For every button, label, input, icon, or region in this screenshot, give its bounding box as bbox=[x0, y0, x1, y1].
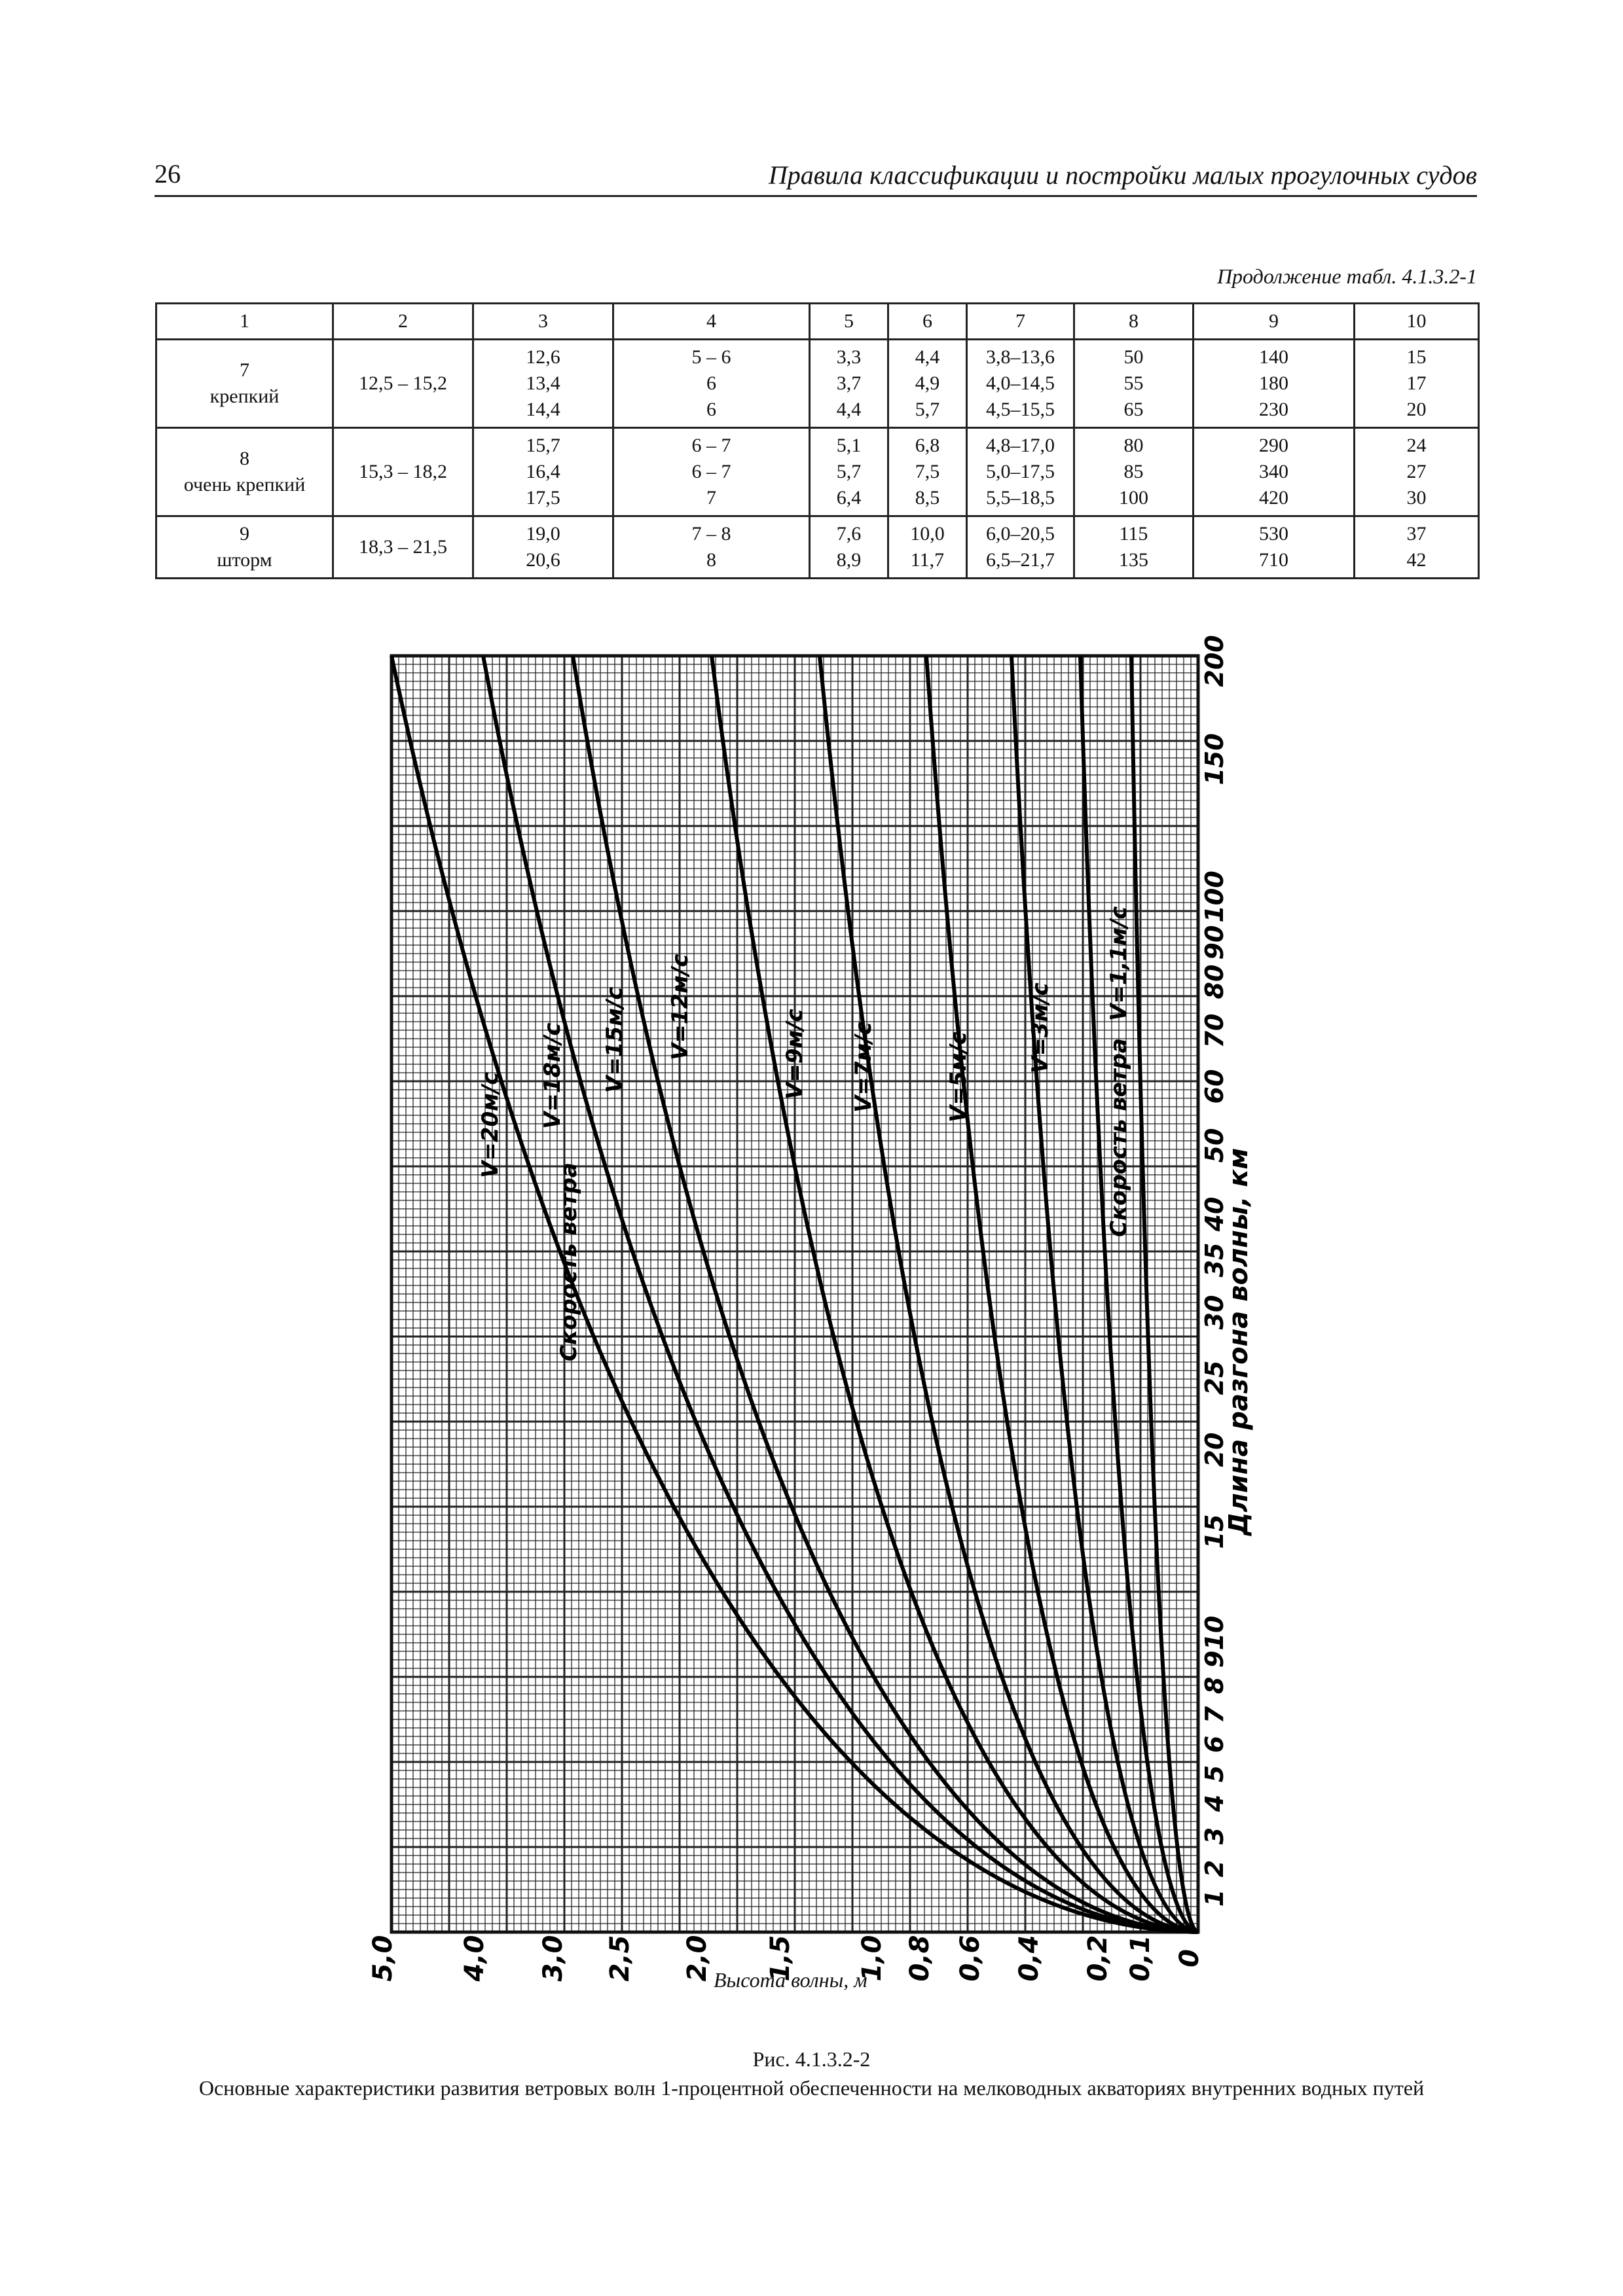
x-tick-label: 0,6 bbox=[955, 1935, 985, 1982]
y-tick-label: 60 bbox=[1200, 1069, 1229, 1104]
page-header bbox=[155, 156, 1477, 197]
table-header-cell: 7 bbox=[967, 304, 1074, 340]
cell-value: 27 bbox=[1406, 461, 1427, 482]
table-row bbox=[156, 340, 1479, 428]
series-label: V=12м/с bbox=[667, 954, 693, 1060]
y-tick-label: 25 bbox=[1200, 1360, 1229, 1395]
cell-value: 85 bbox=[1123, 461, 1144, 482]
wind-speed-cell: 12,5 – 15,2 bbox=[333, 340, 473, 428]
cell-value: 65 bbox=[1123, 399, 1144, 420]
y-tick-label: 4 bbox=[1200, 1794, 1229, 1812]
series-line bbox=[483, 656, 1198, 1932]
table-cell bbox=[967, 340, 1074, 428]
table-cell bbox=[810, 428, 888, 516]
y-tick-label: 20 bbox=[1200, 1432, 1229, 1467]
cell-value: 4,4 bbox=[836, 399, 862, 420]
cell-value: 6,8 bbox=[915, 435, 940, 456]
cell-value: 24 bbox=[1406, 435, 1427, 456]
cell-value: 20,6 bbox=[526, 549, 560, 571]
series-line bbox=[820, 656, 1198, 1932]
y-tick-label: 70 bbox=[1200, 1013, 1229, 1049]
cell-value: 115 bbox=[1119, 523, 1148, 545]
table-cell bbox=[1074, 428, 1194, 516]
y-tick-label: 35 bbox=[1200, 1242, 1229, 1278]
cell-value: 19,0 bbox=[526, 523, 560, 545]
cell-value: 4,0–14,5 bbox=[986, 372, 1055, 394]
plot-frame bbox=[392, 656, 1198, 1932]
y-tick-label: 3 bbox=[1200, 1827, 1229, 1845]
table-cell bbox=[1194, 516, 1355, 579]
cell-value: 7 bbox=[706, 487, 716, 509]
cell-value: 6,5–21,7 bbox=[986, 549, 1055, 571]
cell-value: 710 bbox=[1259, 549, 1288, 571]
y-axis-title: Длина разгона волны, км bbox=[1224, 1147, 1254, 1536]
wind-force-cell bbox=[156, 516, 333, 579]
series-label: V=9м/с bbox=[782, 1009, 808, 1100]
cell-value: 530 bbox=[1259, 523, 1288, 545]
y-tick-label: 50 bbox=[1200, 1128, 1229, 1163]
x-tick-label: 1,5 bbox=[765, 1935, 795, 1982]
y-tick-label: 30 bbox=[1200, 1295, 1229, 1330]
cell-value: 5,7 bbox=[836, 461, 862, 482]
cell-value: 3,3 bbox=[836, 346, 862, 368]
cell-value: 6 bbox=[706, 372, 716, 394]
x-tick-label: 1,0 bbox=[857, 1935, 887, 1982]
series-line bbox=[1012, 656, 1198, 1932]
x-tick-label: 0,1 bbox=[1125, 1935, 1156, 1982]
table-cell bbox=[613, 428, 810, 516]
cell-value: 80 bbox=[1123, 435, 1144, 456]
cell-value: 8,9 bbox=[836, 549, 862, 571]
series-line bbox=[392, 656, 1198, 1932]
y-tick-label: 10 bbox=[1200, 1615, 1229, 1651]
series-label: V=20м/с bbox=[477, 1071, 503, 1178]
wind-force-cell bbox=[156, 428, 333, 516]
table-cell bbox=[473, 340, 613, 428]
cell-value: 340 bbox=[1259, 461, 1288, 482]
wind-force-cell bbox=[156, 340, 333, 428]
table-cell bbox=[1355, 516, 1479, 579]
table-cell bbox=[888, 340, 967, 428]
cell-value: 7 – 8 bbox=[691, 523, 731, 545]
series-group-label: Скорость ветра bbox=[1106, 1038, 1132, 1237]
table-cell bbox=[888, 516, 967, 579]
cell-value: 37 bbox=[1406, 523, 1427, 545]
cell-value: 12,6 bbox=[526, 346, 560, 368]
series-line bbox=[712, 656, 1198, 1932]
cell-value: 6,0–20,5 bbox=[986, 523, 1055, 545]
series-label: V=3м/с bbox=[1027, 982, 1053, 1073]
cell-value: 11,7 bbox=[910, 549, 945, 571]
cell-value: 17 bbox=[1406, 372, 1427, 394]
table-header-cell: 9 bbox=[1194, 304, 1355, 340]
page-number: 26 bbox=[155, 159, 181, 188]
series-label: V=7м/с bbox=[850, 1022, 877, 1113]
cell-value: 30 bbox=[1406, 487, 1427, 509]
cell-value: 3,8–13,6 bbox=[986, 346, 1055, 368]
x-tick-label: 2,5 bbox=[605, 1935, 635, 1982]
table-cell bbox=[1355, 428, 1479, 516]
table-cell bbox=[613, 516, 810, 579]
table-cell bbox=[1074, 516, 1194, 579]
wind-speed-cell: 18,3 – 21,5 bbox=[333, 516, 473, 579]
y-tick-label: 15 bbox=[1200, 1514, 1229, 1549]
x-tick-label: 0,2 bbox=[1083, 1935, 1113, 1982]
y-tick-label: 150 bbox=[1200, 733, 1229, 785]
cell-value: 7,6 bbox=[836, 523, 862, 545]
wind-force-number: 7 bbox=[240, 359, 249, 381]
table-header-cell: 4 bbox=[613, 304, 810, 340]
y-tick-label: 9 bbox=[1200, 1650, 1229, 1668]
cell-value: 4,5–15,5 bbox=[986, 399, 1055, 420]
x-tick-label: 4,0 bbox=[460, 1935, 490, 1982]
cell-value: 4,4 bbox=[915, 346, 940, 368]
cell-value: 6,4 bbox=[836, 487, 862, 509]
x-tick-label: 0,4 bbox=[1014, 1935, 1044, 1982]
series-label: V=18м/с bbox=[539, 1022, 566, 1129]
wind-force-number: 8 bbox=[240, 448, 249, 469]
x-tick-label: 0,8 bbox=[905, 1935, 935, 1982]
series-label: V=5м/с bbox=[945, 1031, 972, 1122]
table-cell bbox=[1194, 428, 1355, 516]
cell-value: 17,5 bbox=[526, 487, 560, 509]
cell-value: 13,4 bbox=[526, 372, 560, 394]
cell-value: 7,5 bbox=[915, 461, 940, 482]
cell-value: 15 bbox=[1406, 346, 1427, 368]
wind-force-name: крепкий bbox=[210, 386, 280, 407]
running-title: Правила классификации и постройки малых прогулочных судов bbox=[768, 160, 1477, 190]
table-cell bbox=[613, 340, 810, 428]
wind-force-number: 9 bbox=[240, 523, 249, 545]
cell-value: 5,1 bbox=[836, 435, 862, 456]
x-tick-label: 2,0 bbox=[682, 1935, 712, 1982]
table-header-cell: 6 bbox=[888, 304, 967, 340]
cell-value: 230 bbox=[1259, 399, 1288, 420]
table-header-cell: 10 bbox=[1355, 304, 1479, 340]
y-tick-label: 7 bbox=[1200, 1706, 1229, 1724]
series-label: V=15м/с bbox=[602, 986, 628, 1093]
x-tick-label: 3,0 bbox=[538, 1935, 568, 1982]
series-line bbox=[1131, 656, 1198, 1932]
cell-value: 290 bbox=[1259, 435, 1288, 456]
cell-value: 8,5 bbox=[915, 487, 940, 509]
cell-value: 20 bbox=[1406, 399, 1427, 420]
series-line bbox=[1080, 656, 1198, 1932]
cell-value: 14,4 bbox=[526, 399, 560, 420]
table-cell bbox=[1074, 340, 1194, 428]
cell-value: 6 bbox=[706, 399, 716, 420]
y-tick-label: 2 bbox=[1200, 1859, 1229, 1878]
table-cell bbox=[810, 340, 888, 428]
cell-value: 15,7 bbox=[526, 435, 560, 456]
cell-value: 5,5–18,5 bbox=[986, 487, 1055, 509]
series-group-label: Скорость ветра bbox=[556, 1162, 582, 1361]
cell-value: 140 bbox=[1259, 346, 1288, 368]
cell-value: 4,8–17,0 bbox=[986, 435, 1055, 456]
wind-speed-cell: 15,3 – 18,2 bbox=[333, 428, 473, 516]
y-tick-label: 1 bbox=[1200, 1889, 1229, 1907]
table-caption: Продолжение табл. 4.1.3.2-1 bbox=[1216, 264, 1477, 288]
table-cell bbox=[473, 428, 613, 516]
data-table bbox=[155, 302, 1480, 579]
table-cell bbox=[967, 428, 1074, 516]
table-row bbox=[156, 428, 1479, 516]
table-cell bbox=[888, 428, 967, 516]
cell-value: 6 – 7 bbox=[691, 435, 731, 456]
cell-value: 4,9 bbox=[915, 372, 940, 394]
figure-caption: Основные характеристики развития ветровых волн 1-процентной обеспеченности на мелководных акваториях внутренних водных путей bbox=[198, 2076, 1425, 2100]
cell-value: 135 bbox=[1119, 549, 1148, 571]
cell-value: 10,0 bbox=[910, 523, 945, 545]
table-cell bbox=[473, 516, 613, 579]
y-tick-label: 90 bbox=[1200, 925, 1229, 960]
wind-force-name: очень крепкий bbox=[183, 474, 306, 495]
table-header-cell: 8 bbox=[1074, 304, 1194, 340]
y-tick-label: 40 bbox=[1200, 1196, 1229, 1232]
cell-value: 5,0–17,5 bbox=[986, 461, 1055, 482]
cell-value: 8 bbox=[706, 549, 716, 571]
cell-value: 180 bbox=[1259, 372, 1288, 394]
table-header-cell: 1 bbox=[156, 304, 333, 340]
table-cell bbox=[1355, 340, 1479, 428]
cell-value: 55 bbox=[1123, 372, 1144, 394]
cell-value: 5 – 6 bbox=[691, 346, 731, 368]
table-cell bbox=[810, 516, 888, 579]
cell-value: 16,4 bbox=[526, 461, 560, 482]
cell-value: 42 bbox=[1406, 549, 1427, 571]
y-tick-label: 6 bbox=[1200, 1735, 1229, 1753]
wind-force-name: шторм bbox=[217, 549, 272, 571]
series-line bbox=[926, 656, 1198, 1932]
table-header-row bbox=[156, 304, 1479, 340]
cell-value: 100 bbox=[1119, 487, 1148, 509]
cell-value: 420 bbox=[1259, 487, 1288, 509]
y-tick-label: 80 bbox=[1200, 964, 1229, 999]
figure-number: Рис. 4.1.3.2-2 bbox=[752, 2047, 871, 2071]
cell-value: 3,7 bbox=[836, 372, 862, 394]
x-axis-title: Высота волны, м bbox=[714, 1968, 867, 1992]
table-cell bbox=[1194, 340, 1355, 428]
cell-value: 6 – 7 bbox=[691, 461, 731, 482]
cell-value: 50 bbox=[1123, 346, 1144, 368]
table-header-cell: 3 bbox=[473, 304, 613, 340]
table-cell bbox=[967, 516, 1074, 579]
x-tick-label: 5,0 bbox=[368, 1935, 398, 1982]
y-tick-label: 100 bbox=[1200, 870, 1229, 923]
y-tick-label: 8 bbox=[1200, 1676, 1229, 1695]
y-tick-label: 5 bbox=[1200, 1765, 1229, 1783]
table-header-cell: 5 bbox=[810, 304, 888, 340]
x-tick-label: 0 bbox=[1175, 1949, 1205, 1967]
table-header-cell: 2 bbox=[333, 304, 473, 340]
series-label: V=1,1м/с bbox=[1106, 906, 1132, 1021]
y-tick-label: 200 bbox=[1200, 635, 1229, 687]
cell-value: 5,7 bbox=[915, 399, 940, 420]
table-row bbox=[156, 516, 1479, 579]
series-line bbox=[573, 656, 1198, 1932]
